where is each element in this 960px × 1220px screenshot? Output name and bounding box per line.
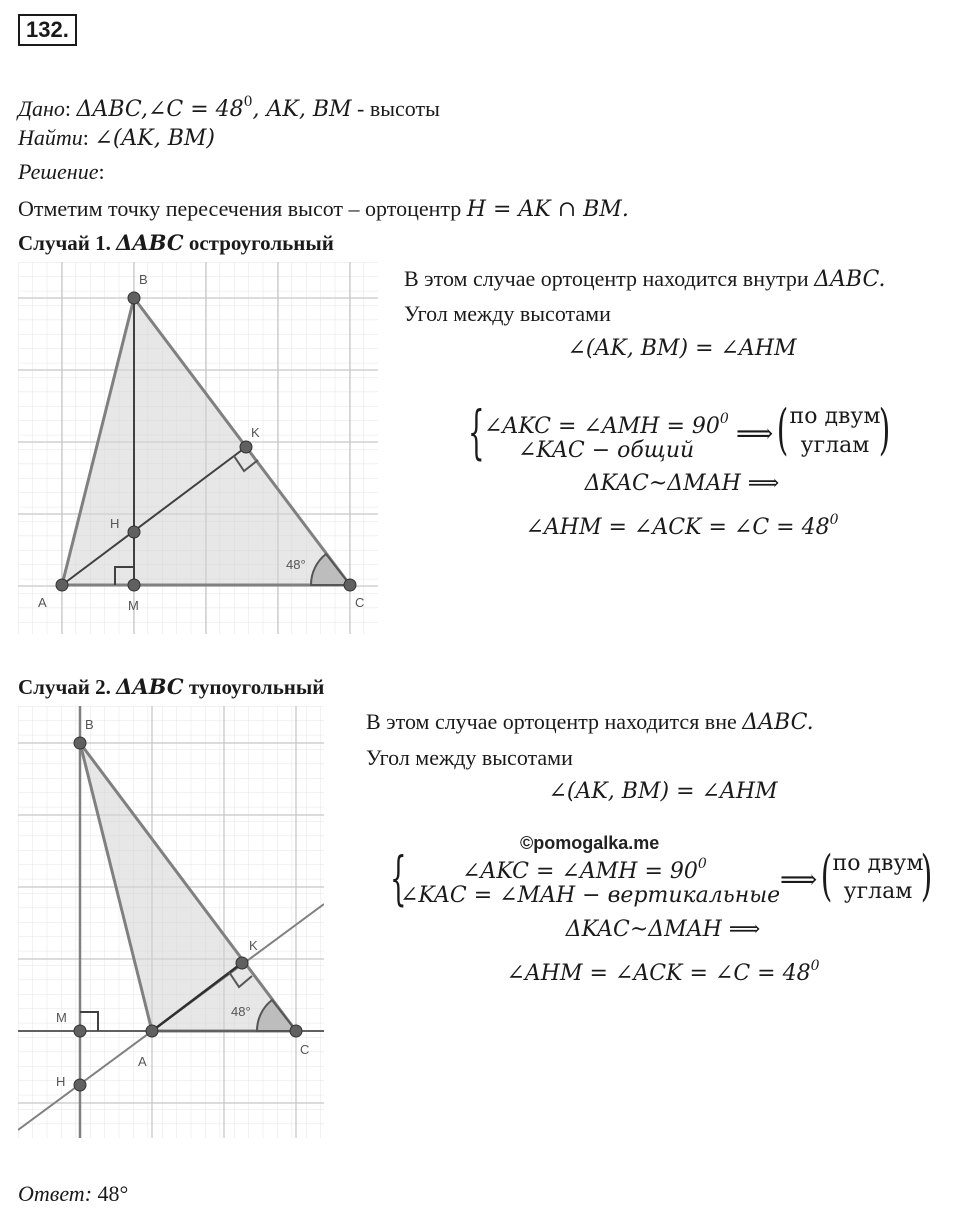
case1-title-prefix: Случай 1.	[18, 231, 117, 255]
case2-eq3	[366, 952, 960, 988]
case1-figure	[18, 262, 378, 634]
case1-sys2: ∠KAC − общий	[518, 438, 695, 463]
case1-paren-right: )	[878, 398, 891, 461]
answer-value: 48°	[92, 1181, 129, 1206]
case1-label-b: B	[139, 272, 148, 287]
case1-eq1: ∠(AK, BM) = ∠AHM	[567, 336, 797, 361]
case2-label-a: A	[138, 1054, 147, 1069]
case1-label-k: K	[251, 425, 260, 440]
case1-reason2: углам	[800, 433, 870, 458]
case1-label-c: C	[355, 595, 365, 610]
case2-label-m: M	[56, 1010, 67, 1025]
case1-system-brace: {	[468, 398, 485, 466]
given-suffix: - высоты	[351, 96, 440, 121]
case1-sys1	[484, 405, 729, 441]
watermark: ©pomogalka.me	[520, 833, 660, 853]
case2-label-h: H	[56, 1074, 66, 1089]
case2-label-k: K	[249, 938, 258, 953]
given-label: Дано	[18, 96, 65, 121]
case1-eq2: ΔKAC~ΔMAH ⟹	[584, 471, 780, 496]
intro-line	[18, 195, 629, 224]
case1-label-m: M	[128, 598, 139, 613]
intro-math: H = AK ∩ BM.	[466, 197, 629, 222]
case2-angle-label: 48°	[231, 1004, 251, 1019]
case1-eq3	[404, 506, 960, 542]
case2-sys1-text: ∠AKC = ∠AMH = 90	[462, 859, 698, 884]
case2-label-c: C	[300, 1042, 310, 1057]
case2-label-b: B	[85, 717, 94, 732]
case2-eq3-sup: 0	[810, 958, 820, 974]
given-sup: 0	[243, 94, 253, 110]
case1-sys1-text: ∠AKC = ∠AMH = 90	[484, 414, 720, 439]
answer-line	[18, 1180, 128, 1208]
answer-label: Ответ:	[18, 1181, 93, 1206]
case1-arrow: ⟹	[736, 419, 774, 449]
case1-title	[18, 230, 334, 256]
case1-angle-label: 48°	[286, 557, 306, 572]
find-line: Найти: ∠(AK, BM)	[18, 125, 216, 151]
given-line: Дано: ΔABC,∠C = $48^0$, AK, BM - высоты	[18, 94, 440, 122]
case2-title-math: ΔABC	[116, 674, 184, 699]
case1-label-a: A	[38, 595, 47, 610]
case2-paren-left: (	[820, 844, 833, 907]
problem-number: 132.	[18, 14, 77, 46]
case2-sys2: ∠KAC = ∠MAH − вертикальные	[400, 883, 781, 908]
case1-line1	[404, 265, 886, 294]
find-label: Найти	[18, 125, 83, 150]
case2-title-prefix: Случай 2.	[18, 675, 117, 699]
intro-text: Отметим точку пересечения высот – ортоцентр	[18, 196, 467, 221]
case1-paren-left: (	[776, 398, 789, 461]
case2-system-brace: {	[390, 844, 407, 912]
case2-reason1: по двум	[832, 851, 924, 876]
solution-label: Решение	[18, 159, 99, 184]
case2-eq1: ∠(AK, BM) = ∠AHM	[548, 779, 778, 804]
case1-eq3-text: ∠AHM = ∠ACK = ∠C = 48	[525, 515, 830, 540]
case1-eq3-sup: 0	[829, 512, 839, 528]
case2-title-suffix: тупоугольный	[183, 675, 325, 699]
case2-figure	[18, 706, 324, 1138]
case2-eq2: ΔKAC~ΔMAH ⟹	[565, 917, 761, 942]
case1-line1-text: В этом случае ортоцентр находится внутри	[404, 266, 815, 291]
case2-paren-right: )	[920, 844, 933, 907]
case1-label-h: H	[110, 516, 120, 531]
case2-sys1	[462, 850, 707, 886]
case1-title-math: ΔABC	[116, 230, 184, 255]
case1-title-suffix: остроугольный	[183, 231, 334, 255]
case2-line1	[366, 708, 814, 737]
find-math: ∠(AK, BM)	[94, 126, 216, 151]
solution-line: Решение:	[18, 159, 105, 184]
case1-line1-math: ΔABC.	[814, 267, 886, 292]
case2-line1-math: ΔABC.	[742, 710, 814, 735]
case2-line1-text: В этом случае ортоцентр находится вне	[366, 709, 743, 734]
given-math-rest: , AK, BM	[252, 97, 352, 122]
case1-line2: Угол между высотами	[404, 301, 611, 326]
case2-title	[18, 674, 324, 700]
case2-line2: Угол между высотами	[366, 745, 573, 770]
case2-sys1-sup: 0	[697, 856, 707, 872]
case1-sys1-sup: 0	[719, 411, 729, 427]
given-math: ΔABC,∠C = 48	[76, 97, 244, 122]
case2-arrow: ⟹	[780, 865, 818, 895]
case2-eq3-text: ∠AHM = ∠ACK = ∠C = 48	[506, 961, 811, 986]
case1-reason1: по двум	[789, 404, 881, 429]
case2-reason2: углам	[843, 879, 913, 904]
